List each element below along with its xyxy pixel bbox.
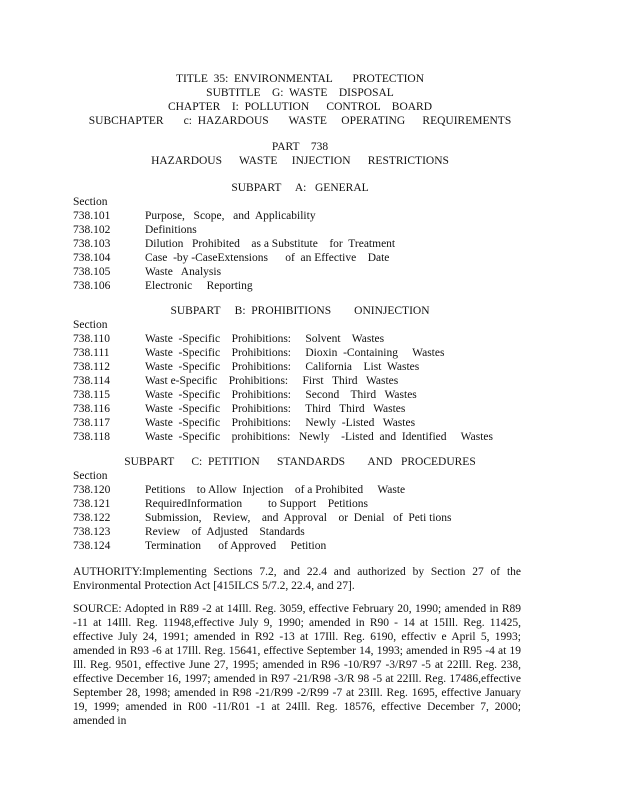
authority-paragraph: AUTHORITY:Implementing Sections 7.2, and 22.4 and authorized by Section 27 of the Environmental Protection Act [415ILCS 5/7.2, 22.4, and 27]. bbox=[73, 566, 521, 592]
section-title: Termination of Approved Petition bbox=[145, 540, 327, 552]
section-title: Waste -Specific Prohibitions: Third Third Wastes bbox=[145, 403, 406, 415]
section-title: Waste -Specific Prohibitions: Solvent Wastes bbox=[145, 333, 385, 345]
section-number: 738.114 bbox=[73, 375, 110, 387]
subtitle-heading: SUBTITLE G: WASTE DISPOSAL bbox=[206, 87, 394, 99]
section-title: Review of Adjusted Standards bbox=[145, 526, 305, 538]
section-number: 738.111 bbox=[73, 347, 110, 359]
subchapter-heading: SUBCHAPTER c: HAZARDOUS WASTE OPERATING REQUIREMENTS bbox=[88, 115, 512, 127]
section-title: Purpose, Scope, and Applicability bbox=[145, 210, 316, 222]
section-number: 738.105 bbox=[73, 266, 111, 278]
section-title: Waste Analysis bbox=[145, 266, 222, 278]
section-number: 738.120 bbox=[73, 484, 111, 496]
section-title: Waste -Specific Prohibitions: Second Third Wastes bbox=[145, 389, 417, 401]
section-number: 738.112 bbox=[73, 361, 110, 373]
section-number: 738.101 bbox=[73, 210, 111, 222]
section-number: 738.115 bbox=[73, 389, 110, 401]
section-number: 738.121 bbox=[73, 498, 111, 510]
section-label: Section bbox=[73, 319, 108, 331]
subpart-b-heading: SUBPART B: PROHIBITIONS ONINJECTION bbox=[170, 305, 430, 317]
section-title: Submission, Review, and Approval or Denial of Peti tions bbox=[145, 512, 452, 524]
section-title: Wast e-Specific Prohibitions: First Third Wastes bbox=[145, 375, 399, 387]
section-number: 738.122 bbox=[73, 512, 111, 524]
section-number: 738.118 bbox=[73, 431, 110, 443]
source-paragraph: SOURCE: Adopted in R89 -2 at 14Ill. Reg. 3059, effective February 20, 1990; amended in R89 -11 at 14Ill. Reg. 11948,effective July 9, 1990; amended in R90 - 14 at 15Ill. Reg. 11425, effective July 24, 1991; amended in R92 -13 at 17Ill. Reg. 6190, effectiv e April 5, 1993; amended in R93 -6 at 17Ill. Reg. 15641, effective September 14, 1993; amended in R95 -4 at 19 Ill. Reg. 9501, effective June 27, 1995; amended in R96 -10/R97 -3/R97 -5 at 22Ill. Reg. 238, effective December 16, 1997; amended in R97 -21/R98 -3/R 98 -5 at 22Ill. Reg. 17486,effective September 28, 1998; amended in R98 -21/R99 -2/R99 -7 at 23Ill. Reg. 1695, effective January 19, 1999; amended in R00 -11/R01 -1 at 24Ill. Reg. 18576, effective December 7, 2000; amended in bbox=[73, 603, 521, 727]
section-label: Section bbox=[73, 196, 108, 208]
section-title: Dilution Prohibited as a Substitute for Treatment bbox=[145, 238, 396, 250]
section-title: Definitions bbox=[145, 224, 197, 236]
section-title: Waste -Specific Prohibitions: Dioxin -Containing Wastes bbox=[145, 347, 445, 359]
section-title: RequiredInformation to Support Petitions bbox=[145, 498, 368, 510]
chapter-heading: CHAPTER I: POLLUTION CONTROL BOARD bbox=[167, 101, 433, 113]
section-number: 738.110 bbox=[73, 333, 110, 345]
section-title: Waste -Specific prohibitions: Newly -Listed and Identified Wastes bbox=[145, 431, 493, 443]
part-title: HAZARDOUS WASTE INJECTION RESTRICTIONS bbox=[151, 155, 449, 167]
section-number: 738.117 bbox=[73, 417, 110, 429]
section-number: 738.103 bbox=[73, 238, 111, 250]
section-title: Waste -Specific Prohibitions: Newly -Listed Wastes bbox=[145, 417, 416, 429]
section-number: 738.123 bbox=[73, 526, 111, 538]
title-heading: TITLE 35: ENVIRONMENTAL PROTECTION bbox=[175, 73, 425, 85]
section-title: Petitions to Allow Injection of a Prohibited Waste bbox=[145, 484, 406, 496]
section-title: Electronic Reporting bbox=[145, 280, 253, 292]
section-title: Waste -Specific Prohibitions: California List Wastes bbox=[145, 361, 420, 373]
section-number: 738.104 bbox=[73, 252, 111, 264]
section-number: 738.124 bbox=[73, 540, 111, 552]
section-number: 738.102 bbox=[73, 224, 111, 236]
section-title: Case -by -CaseExtensions of an Effective Date bbox=[145, 252, 390, 264]
subpart-a-heading: SUBPART A: GENERAL bbox=[231, 182, 369, 194]
section-number: 738.116 bbox=[73, 403, 110, 415]
part-number: PART 738 bbox=[271, 141, 329, 153]
section-number: 738.106 bbox=[73, 280, 111, 292]
section-label: Section bbox=[73, 470, 108, 482]
subpart-c-heading: SUBPART C: PETITION STANDARDS AND PROCEDURES bbox=[124, 456, 476, 468]
